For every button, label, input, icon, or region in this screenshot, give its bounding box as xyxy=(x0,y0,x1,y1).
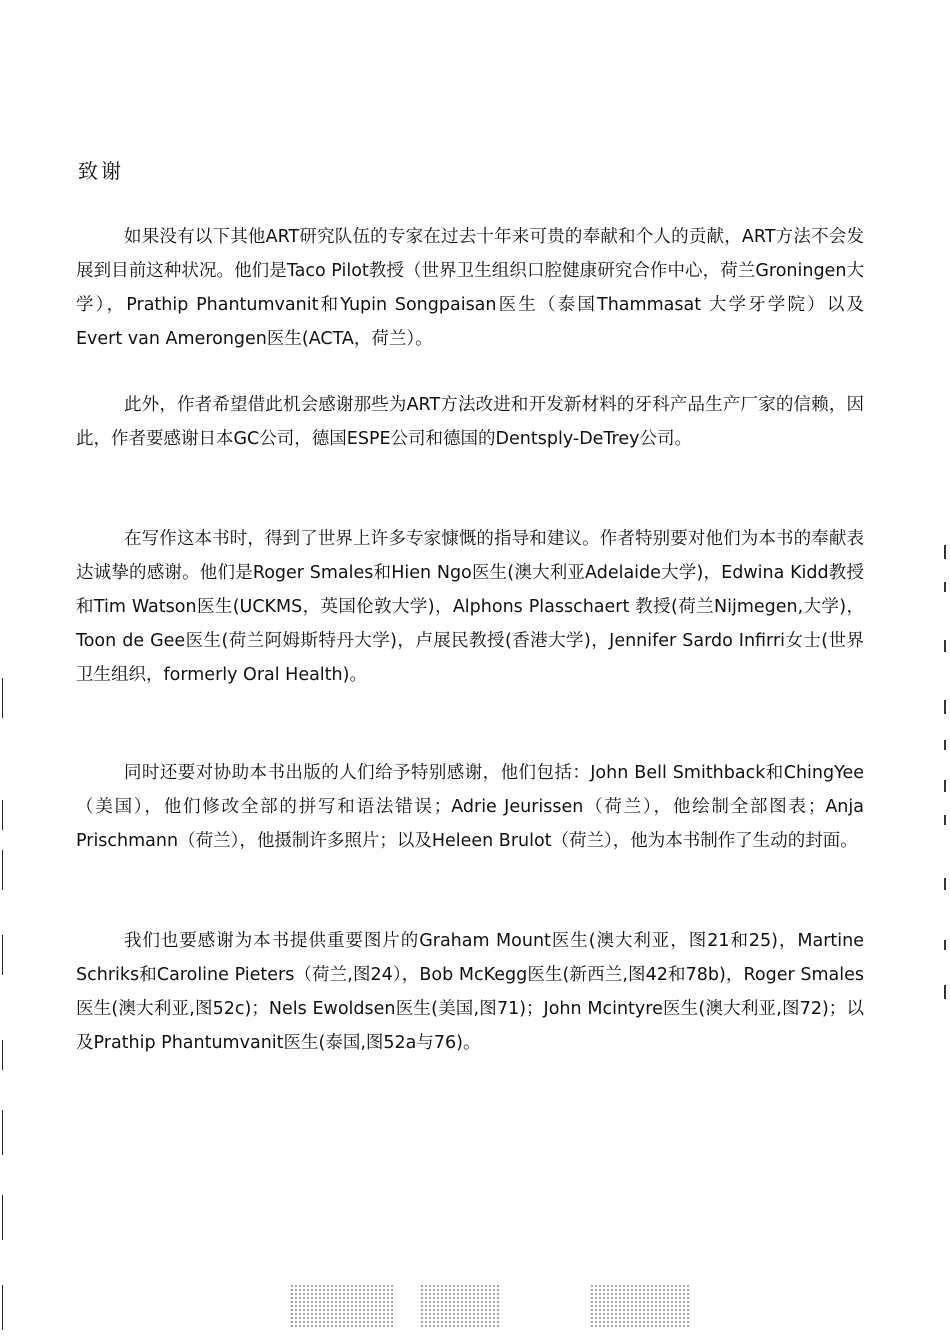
scan-artifact-right-6 xyxy=(944,780,946,792)
scan-noise-bottom-1 xyxy=(290,1284,395,1328)
scan-artifact-right-9 xyxy=(944,940,946,950)
paragraph-publishing-help: 同时还要对协助本书出版的人们给予特别感谢，他们包括：John Bell Smithback和ChingYee（美国），他们修改全部的拼写和语法错误；Adrie Jeurissen（荷兰），他绘制全部图表；Anja Prischmann（荷兰），他摄制许多照片；以及Heleen Brulot（荷兰），他为本书制作了生动的封面。 xyxy=(76,763,864,851)
scan-artifact-right-10 xyxy=(944,985,946,999)
scan-artifact-right-8 xyxy=(944,878,946,890)
scan-artifact-left-7 xyxy=(2,1195,3,1240)
paragraph-image-credits: 我们也要感谢为本书提供重要图片的Graham Mount医生(澳大利亚，图21和25)，Martine Schriks和Caroline Pieters（荷兰,图24），Bob McKegg医生(新西兰,图42和78b)，Roger Smales医生(澳大利亚,图52c)；Nels Ewoldsen医生(美国,图71)；John Mcintyre医生(澳大利亚,图72)；以及Prathip Phantumvanit医生(泰国,图52a与76)。 xyxy=(76,931,864,1053)
scan-artifact-right-5 xyxy=(944,740,946,750)
scan-artifact-left-8 xyxy=(2,1285,3,1330)
scan-noise-bottom-3 xyxy=(590,1284,690,1328)
scan-artifact-right-4 xyxy=(944,700,946,714)
paragraph-experts: 在写作这本书时，得到了世界上许多专家慷慨的指导和建议。作者特别要对他们为本书的奉献表达诚挚的感谢。他们是Roger Smales和Hien Ngo医生(澳大利亚Adelaide大学)，Edwina Kidd教授和Tim Watson医生(UCKMS，英国伦敦大学)，Alphons Plasschaert 教授(荷兰Nijmegen,大学)，Toon de Gee医生(荷兰阿姆斯特丹大学)，卢展民教授(香港大学)，Jennifer Sardo Infirri女士(世界卫生组织，formerly Oral Health)。 xyxy=(76,529,864,685)
scan-artifact-right-2 xyxy=(944,582,946,592)
scan-artifact-left-2 xyxy=(2,800,3,830)
scan-artifact-right-3 xyxy=(944,640,946,652)
scan-artifact-left-4 xyxy=(2,935,3,975)
scan-artifact-left-3 xyxy=(2,850,3,890)
scan-noise-bottom-2 xyxy=(420,1284,500,1328)
paragraph-contributors: 如果没有以下其他ART研究队伍的专家在过去十年来可贵的奉献和个人的贡献，ART方法不会发展到目前这种状况。他们是Taco Pilot教授（世界卫生组织口腔健康研究合作中心，荷兰Groningen大学），Prathip Phantumvanit和Yupin Songpaisan医生（泰国Thammasat 大学牙学院）以及Evert van Amerongen医生(ACTA，荷兰）。 xyxy=(76,227,864,349)
paragraph-manufacturers: 此外，作者希望借此机会感谢那些为ART方法改进和开发新材料的牙科产品生产厂家的信赖，因此，作者要感谢日本GC公司，德国ESPE公司和德国的Dentsply-DeTrey公司。 xyxy=(76,395,864,449)
scan-artifact-left-6 xyxy=(2,1110,3,1155)
scan-artifact-left-1 xyxy=(2,678,3,718)
scan-artifact-right-7 xyxy=(944,815,946,825)
scan-artifact-left-5 xyxy=(2,1040,3,1070)
page-title: 致谢 xyxy=(78,159,124,183)
scan-artifact-right-1 xyxy=(944,545,946,559)
